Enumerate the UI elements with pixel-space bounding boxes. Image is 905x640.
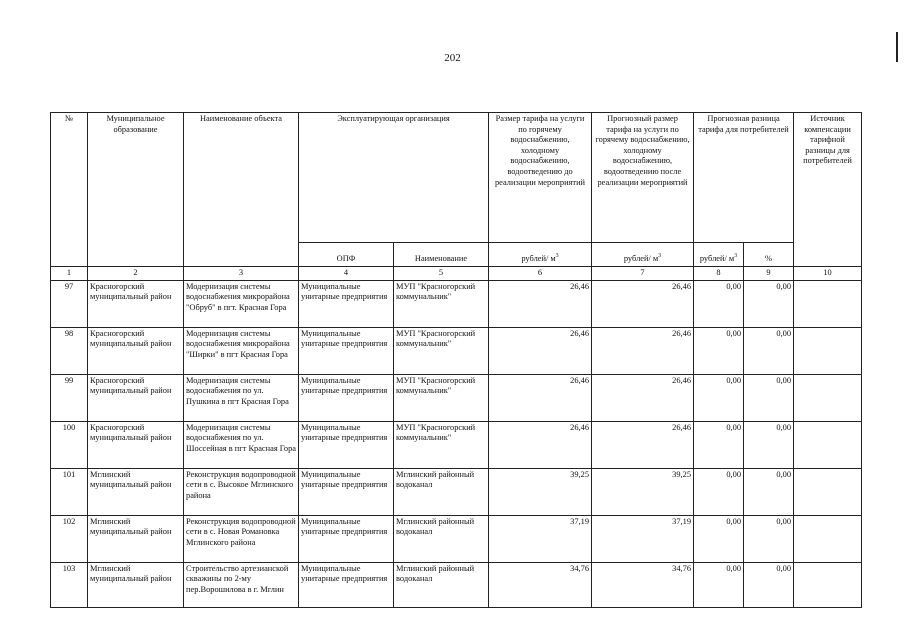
source-cell <box>794 327 862 374</box>
table-row <box>51 280 862 327</box>
source-cell <box>794 421 862 468</box>
diff-pct-cell: 0,00 <box>744 374 794 421</box>
header-source: Источник компенсации тарифной разницы для потребителей <box>794 113 862 267</box>
table-row <box>51 374 862 421</box>
tariff-after-cell: 26,46 <box>592 374 694 421</box>
header-municipality: Муниципальное образование <box>88 113 184 267</box>
header-opf: ОПФ <box>299 243 394 267</box>
unit-superscript: 3 <box>734 253 738 260</box>
column-number: 2 <box>88 267 184 281</box>
unit-label: рублей/ м <box>521 254 556 264</box>
diff-rub-cell: 0,00 <box>694 562 744 607</box>
row-number: 100 <box>51 421 88 468</box>
unit-label: рублей/ м <box>699 254 735 264</box>
table-row <box>51 421 862 468</box>
column-number: 8 <box>694 267 744 281</box>
diff-pct-cell: 0,00 <box>744 562 794 607</box>
diff-rub-cell: 0,00 <box>694 280 744 327</box>
source-cell <box>794 468 862 515</box>
diff-rub-cell: 0,00 <box>694 421 744 468</box>
page-number: 202 <box>444 52 461 64</box>
header-unit-before <box>489 243 592 267</box>
header-object-name: Наименование объекта <box>184 113 299 267</box>
diff-pct-cell: 0,00 <box>744 280 794 327</box>
header-unit-pct: % <box>744 243 794 267</box>
column-number: 3 <box>184 267 299 281</box>
tariff-before-cell: 26,46 <box>489 374 592 421</box>
municipality-cell: Красногорский муниципальный район <box>88 280 184 327</box>
opf-cell: Муниципальные унитарные предприятия <box>299 562 394 607</box>
organization-cell: МУП "Красногорский коммунальник" <box>394 280 489 327</box>
diff-rub-cell: 0,00 <box>694 468 744 515</box>
header-tariff-before: Размер тарифа на услуги по горячему водоснабжению, холодному водоснабжению, водоотведению до реализации мероприятий <box>489 113 592 243</box>
diff-pct-cell: 0,00 <box>744 515 794 562</box>
tariff-before-cell: 37,19 <box>489 515 592 562</box>
tariff-table <box>50 112 862 608</box>
column-number: 5 <box>394 267 489 281</box>
header-no: № <box>51 113 88 267</box>
table-row <box>51 468 862 515</box>
header-operator: Эксплуатирующая организация <box>299 113 489 243</box>
table-row <box>51 327 862 374</box>
diff-rub-cell: 0,00 <box>694 515 744 562</box>
diff-rub-cell: 0,00 <box>694 327 744 374</box>
column-number: 10 <box>794 267 862 281</box>
column-number: 9 <box>744 267 794 281</box>
source-cell <box>794 280 862 327</box>
opf-cell: Муниципальные унитарные предприятия <box>299 280 394 327</box>
organization-cell: Мглинский районный водоканал <box>394 562 489 607</box>
table-body <box>51 280 862 607</box>
row-number: 101 <box>51 468 88 515</box>
tariff-after-cell: 26,46 <box>592 421 694 468</box>
tariff-before-cell: 39,25 <box>489 468 592 515</box>
opf-cell: Муниципальные унитарные предприятия <box>299 421 394 468</box>
object-name-cell: Строительство артезианской скважины по 2-му пер.Ворошилова в г. Мглин <box>184 562 299 607</box>
opf-cell: Муниципальные унитарные предприятия <box>299 374 394 421</box>
column-number: 6 <box>489 267 592 281</box>
row-number: 103 <box>51 562 88 607</box>
municipality-cell: Красногорский муниципальный район <box>88 421 184 468</box>
municipality-cell: Красногорский муниципальный район <box>88 327 184 374</box>
object-name-cell: Модернизация системы водоснабжения микрорайона "Ширки" в пгт Красная Гора <box>184 327 299 374</box>
object-name-cell: Реконструкция водопроводной сети в с. Высокое Мглинского района <box>184 468 299 515</box>
municipality-cell: Мглинский муниципальный район <box>88 562 184 607</box>
table-header <box>51 113 862 281</box>
organization-cell: МУП "Красногорский коммунальник" <box>394 374 489 421</box>
source-cell <box>794 515 862 562</box>
header-diff: Прогнозная разница тарифа для потребителей <box>694 113 794 243</box>
diff-rub-cell: 0,00 <box>694 374 744 421</box>
tariff-after-cell: 37,19 <box>592 515 694 562</box>
tariff-before-cell: 26,46 <box>489 421 592 468</box>
opf-cell: Муниципальные унитарные предприятия <box>299 515 394 562</box>
row-number: 97 <box>51 280 88 327</box>
table-row <box>51 562 862 607</box>
tariff-after-cell: 39,25 <box>592 468 694 515</box>
organization-cell: Мглинский районный водоканал <box>394 468 489 515</box>
source-cell <box>794 562 862 607</box>
unit-label: рублей/ м <box>623 254 659 264</box>
tariff-before-cell: 26,46 <box>489 280 592 327</box>
row-number: 102 <box>51 515 88 562</box>
municipality-cell: Мглинский муниципальный район <box>88 515 184 562</box>
tariff-after-cell: 26,46 <box>592 280 694 327</box>
column-number: 1 <box>51 267 88 281</box>
opf-cell: Муниципальные унитарные предприятия <box>299 327 394 374</box>
municipality-cell: Красногорский муниципальный район <box>88 374 184 421</box>
organization-cell: МУП "Красногорский коммунальник" <box>394 421 489 468</box>
row-number: 99 <box>51 374 88 421</box>
column-number-row <box>51 267 862 281</box>
organization-cell: Мглинский районный водоканал <box>394 515 489 562</box>
unit-superscript: 3 <box>555 253 559 260</box>
table-row <box>51 515 862 562</box>
object-name-cell: Реконструкция водопроводной сети в с. Новая Романовка Мглинского района <box>184 515 299 562</box>
diff-pct-cell: 0,00 <box>744 327 794 374</box>
object-name-cell: Модернизация системы водоснабжения по ул. Шоссейная в пгт Красная Гора <box>184 421 299 468</box>
column-number: 7 <box>592 267 694 281</box>
header-tariff-after: Прогнозный размер тарифа на услуги по горячему водоснабжению, холодному водоснабжению, водоотведению после реализации мероприятий <box>592 113 694 243</box>
opf-cell: Муниципальные унитарные предприятия <box>299 468 394 515</box>
tariff-after-cell: 34,76 <box>592 562 694 607</box>
source-cell <box>794 374 862 421</box>
diff-pct-cell: 0,00 <box>744 421 794 468</box>
object-name-cell: Модернизация системы водоснабжения микрорайона "Обруб" в пгт. Красная Гора <box>184 280 299 327</box>
header-org-name: Наименование <box>394 243 489 267</box>
header-unit-diff <box>694 243 744 267</box>
object-name-cell: Модернизация системы водоснабжения по ул. Пушкина в пгт Красная Гора <box>184 374 299 421</box>
diff-pct-cell: 0,00 <box>744 468 794 515</box>
row-number: 98 <box>51 327 88 374</box>
tariff-after-cell: 26,46 <box>592 327 694 374</box>
organization-cell: МУП "Красногорский коммунальник" <box>394 327 489 374</box>
municipality-cell: Мглинский муниципальный район <box>88 468 184 515</box>
tariff-before-cell: 26,46 <box>489 327 592 374</box>
unit-superscript: 3 <box>658 253 662 260</box>
margin-mark <box>896 32 898 62</box>
tariff-before-cell: 34,76 <box>489 562 592 607</box>
column-number: 4 <box>299 267 394 281</box>
header-unit-after <box>592 243 694 267</box>
